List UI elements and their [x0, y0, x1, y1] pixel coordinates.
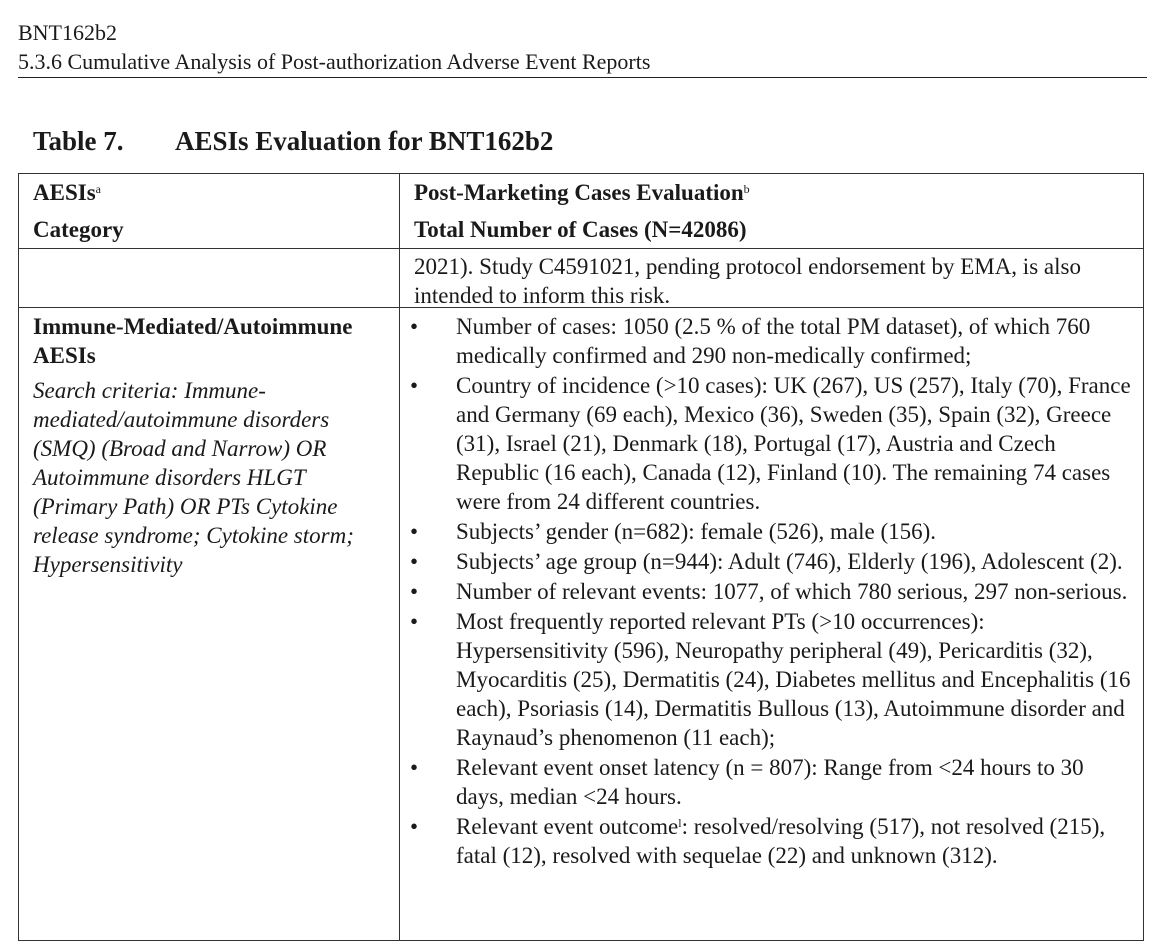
- list-item: • Subjects’ age group (n=944): Adult (746), Elderly (196), Adolescent (2).: [400, 547, 1135, 576]
- header-product: BNT162b2: [18, 20, 117, 45]
- list-item: • Number of relevant events: 1077, of which 780 serious, 297 non-serious.: [400, 577, 1135, 606]
- list-item: • Relevant event onset latency (n = 807): Range from <24 hours to 30 days, median <24 hours.: [400, 753, 1135, 811]
- search-criteria: Search criteria: Immune-mediated/autoimmune disorders (SMQ) (Broad and Narrow) OR Autoimmune disorders HLGT (Primary Path) OR PTs Cytokine release syndrome; Cytokine storm; Hypersensitivity: [33, 378, 354, 577]
- table-row-continuation: [19, 249, 1144, 308]
- col-header-total-cases: Total Number of Cases (N=42086): [414, 217, 747, 242]
- footnote-marker-b: b: [743, 182, 750, 196]
- continuation-cell: [400, 249, 1144, 308]
- category-title: Immune-Mediated/Autoimmune AESIs: [33, 314, 353, 368]
- col-header-aesi-label: AESIs: [33, 180, 96, 205]
- col-header-evaluation: [400, 174, 1144, 249]
- list-item: • Subjects’ gender (n=682): female (526), male (156).: [400, 517, 1135, 546]
- table-caption: [33, 124, 553, 158]
- header-section: 5.3.6 Cumulative Analysis of Post-authorization Adverse Event Reports: [18, 49, 651, 74]
- list-item: • Country of incidence (>10 cases): UK (267), US (257), Italy (70), France and Germany (69 each), Mexico (36), Sweden (35), Spain (32), Greece (31), Israel (21), Denmark (18), Portugal (17), Austria and Czech Republic (16 each), Canada (12), Finland (10). The remaining 74 cases were from 24 different countries.: [400, 371, 1135, 516]
- table-row-immune: [19, 308, 1144, 941]
- col-header-evaluation-label: Post-Marketing Cases Evaluation: [414, 180, 744, 205]
- header-divider: [18, 77, 1147, 78]
- outcome-values: : resolved/resolving (517), not resolved (215), fatal (12), resolved with sequelae (22) and unknown (312).: [456, 814, 1106, 868]
- col-header-aesi: [19, 174, 400, 249]
- list-item: [400, 812, 1135, 870]
- list-item: • Most frequently reported relevant PTs (>10 occurrences): Hypersensitivity (596), Neuropathy peripheral (49), Pericarditis (32), Myocarditis (25), Dermatitis (24), Diabetes mellitus and Encephalitis (16 each), Psoriasis (14), Dermatitis Bullous (13), Autoimmune disorder and Raynaud’s phenomenon (11 each);: [400, 607, 1135, 752]
- outcome-label: Relevant event outcome: [456, 814, 679, 839]
- table-header-row: [19, 174, 1144, 249]
- list-item: • Number of cases: 1050 (2.5 % of the total PM dataset), of which 760 medically confirmed and 290 non-medically confirmed;: [400, 312, 1135, 370]
- col-header-category-label: Category: [33, 217, 124, 242]
- aesi-table: [18, 173, 1144, 941]
- continuation-text: 2021). Study C4591021, pending protocol endorsement by EMA, is also intended to inform this risk.: [414, 254, 1081, 308]
- evaluation-cell: [400, 308, 1144, 941]
- footnote-marker-l: l: [678, 816, 682, 830]
- evaluation-list: [400, 308, 1143, 870]
- table-title: AESIs Evaluation for BNT162b2: [175, 126, 554, 156]
- table-number: Table 7.: [33, 126, 124, 156]
- empty-category-cell: [19, 249, 400, 308]
- category-cell: [19, 308, 400, 941]
- page-header: [18, 18, 650, 76]
- footnote-marker-a: a: [95, 182, 101, 196]
